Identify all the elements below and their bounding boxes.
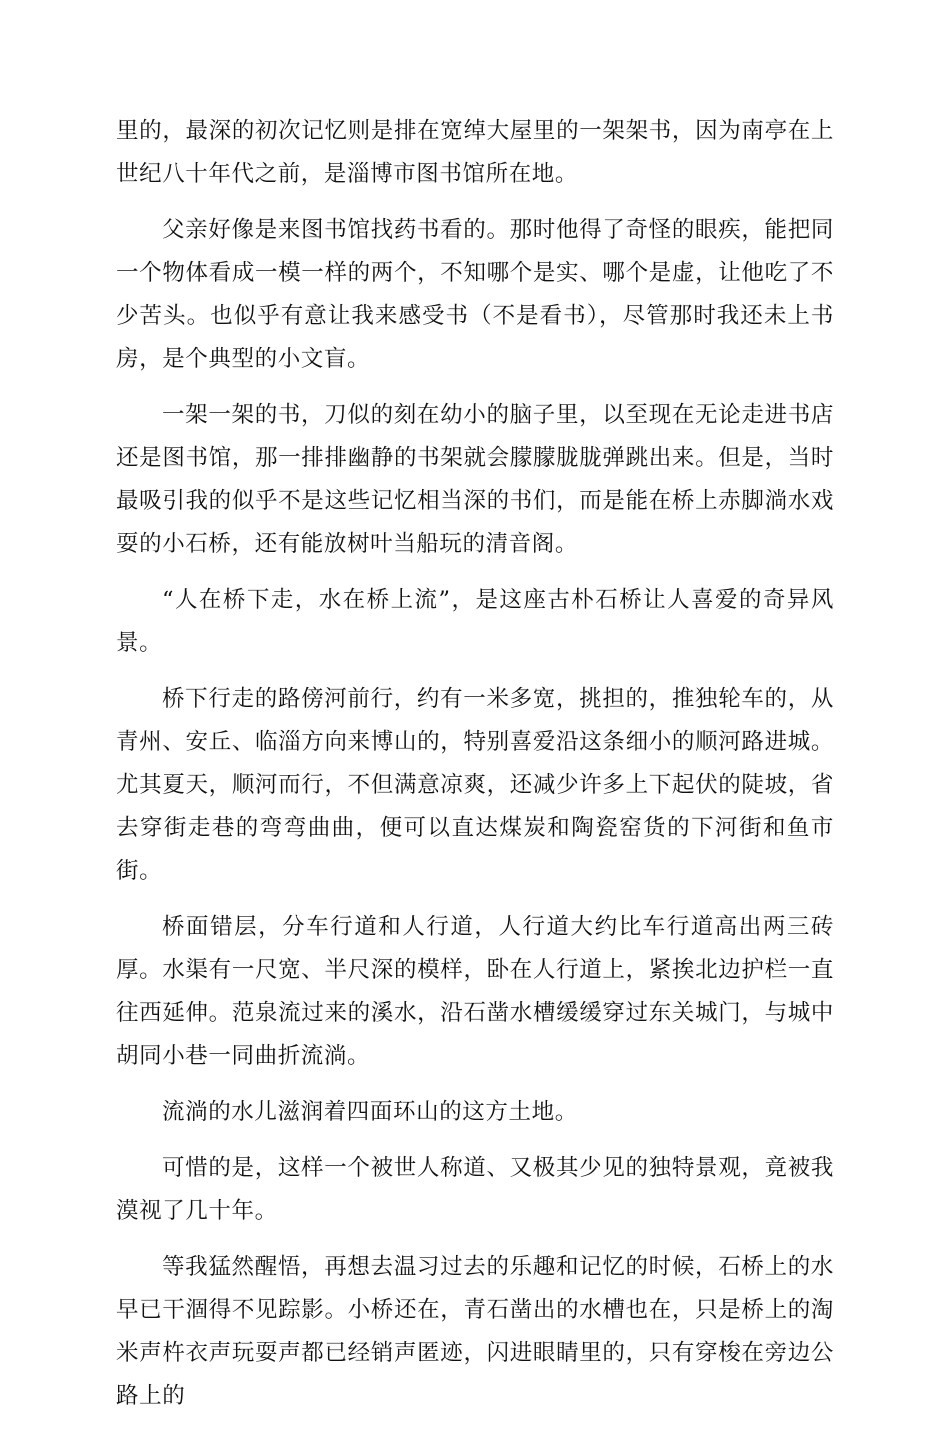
- paragraph-6: 桥面错层，分车行道和人行道，人行道大约比车行道高出两三砖厚。水渠有一尺宽、半尺深的模样，卧在人行道上，紧挨北边护栏一直往西延伸。范泉流过来的溪水，沿石凿水槽缓缓穿过东关城门，与城中胡同小巷一同曲折流淌。: [116, 914, 834, 1069]
- paragraph-2: 父亲好像是来图书馆找药书看的。那时他得了奇怪的眼疾，能把同一个物体看成一模一样的两个，不知哪个是实、哪个是虚，让他吃了不少苦头。也似乎有意让我来感受书（不是看书），尽管那时我还未上书房，是个典型的小文盲。: [116, 217, 834, 372]
- paragraph-7: 流淌的水儿滋润着四面环山的这方土地。: [162, 1099, 578, 1125]
- paragraph-5: 桥下行走的路傍河前行，约有一米多宽，挑担的，推独轮车的，从青州、安丘、临淄方向来博山的，特别喜爱沿这条细小的顺河路进城。尤其夏天，顺河而行，不但满意凉爽，还减少许多上下起伏的陡坡，省去穿街走巷的弯弯曲曲，便可以直达煤炭和陶瓷窑货的下河街和鱼市街。: [116, 686, 834, 884]
- paragraph-9: 等我猛然醒悟，再想去温习过去的乐趣和记忆的时候，石桥上的水早已干涸得不见踪影。小桥还在，青石凿出的水槽也在，只是桥上的淘米声杵衣声玩耍声都已经销声匿迹，闪进眼睛里的，只有穿梭在旁边公路上的: [116, 1254, 834, 1409]
- paragraph-1: 里的，最深的初次记忆则是排在宽绰大屋里的一架架书，因为南亭在上世纪八十年代之前，是淄博市图书馆所在地。: [116, 118, 834, 187]
- paragraph-4: “人在桥下走，水在桥上流”，是这座古朴石桥让人喜爱的奇异风景。: [116, 587, 834, 656]
- paragraph-3: 一架一架的书，刀似的刻在幼小的脑子里，以至现在无论走进书店还是图书馆，那一排排幽静的书架就会朦朦胧胧弹跳出来。但是，当时最吸引我的似乎不是这些记忆相当深的书们，而是能在桥上赤脚淌水戏耍的小石桥，还有能放树叶当船玩的清音阁。: [116, 402, 834, 557]
- document-page: [116, 110, 834, 1431]
- paragraph-8: 可惜的是，这样一个被世人称道、又极其少见的独特景观，竟被我漠视了几十年。: [116, 1155, 834, 1224]
